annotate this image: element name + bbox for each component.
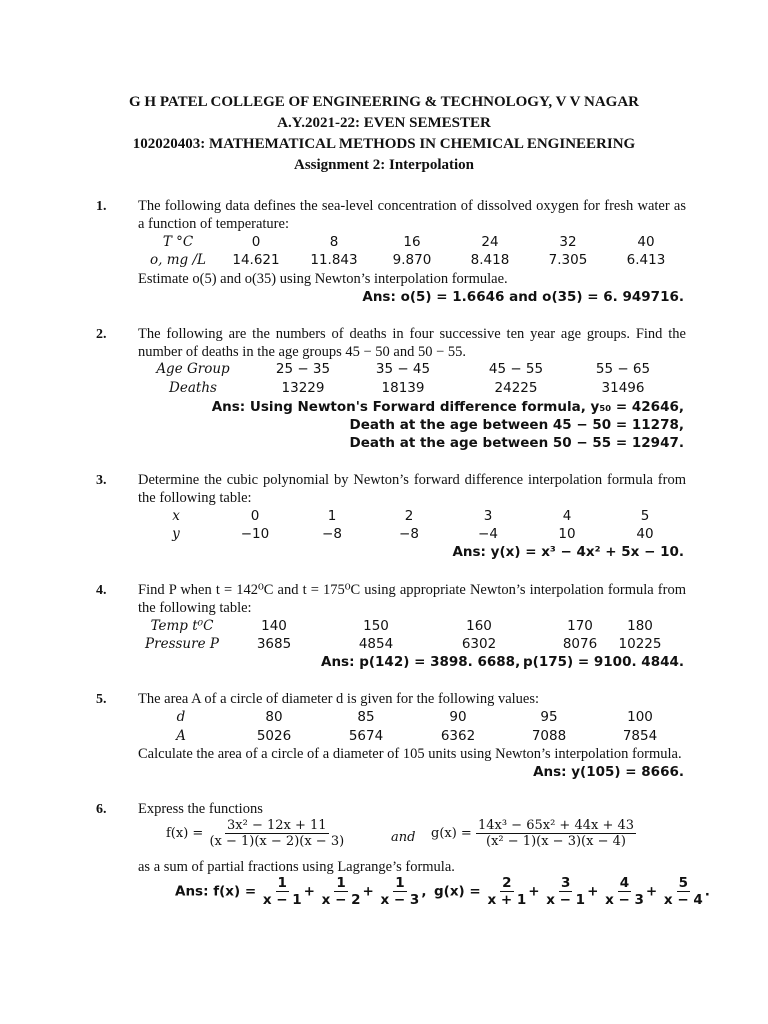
table-cell: 80 — [265, 709, 283, 725]
row-label: Deaths — [169, 380, 217, 396]
g-denominator: (x² − 1)(x − 3)(x − 4) — [486, 834, 626, 849]
table-cell: 1 — [327, 508, 337, 524]
table-row — [138, 252, 686, 270]
assignment-title: Assignment 2: Interpolation — [293, 157, 474, 173]
table-cell: 160 — [466, 618, 492, 634]
table-row — [138, 526, 686, 544]
table-cell: 8 — [329, 234, 339, 250]
table-cell: 85 — [357, 709, 375, 725]
semester-line: A.Y.2021-22: EVEN SEMESTER — [277, 115, 491, 131]
table-row — [138, 709, 686, 727]
answer-fraction — [485, 875, 528, 908]
table-cell: 40 — [636, 526, 654, 542]
table-cell: 5026 — [256, 728, 292, 744]
table-cell: 14.621 — [232, 252, 280, 268]
table-cell: 150 — [363, 618, 389, 634]
table-cell: 6.413 — [626, 252, 666, 268]
fraction-separator: . — [704, 883, 710, 900]
table-cell: 32 — [559, 234, 577, 250]
row-label: x — [172, 508, 180, 524]
question-number: 4. — [96, 583, 107, 598]
answer-fraction — [261, 875, 304, 908]
question-6-text-2: as a sum of partial fractions using Lagrange’s formula. — [138, 859, 455, 875]
table-cell: 24 — [481, 234, 499, 250]
row-label: Pressure P — [145, 636, 219, 652]
fraction-denominator: x + 1 — [487, 892, 527, 908]
table-cell: 0 — [250, 508, 260, 524]
question-1-text: The following data defines the sea-level concentration of dissolved oxygen for fresh water as a function of temperature: — [138, 198, 686, 232]
question-6-answer-g — [434, 875, 710, 908]
table-cell: 170 — [567, 618, 593, 634]
table-cell: 40 — [637, 234, 655, 250]
fraction-numerator: 4 — [619, 875, 630, 891]
question-3-text: Determine the cubic polynomial by Newton’s forward difference interpolation formula from the following table: — [138, 472, 686, 506]
question-5-answer: Ans: y(105) = 8666. — [533, 764, 684, 780]
question-2-answer-line-2: Death at the age between 45 − 50 = 11278, — [349, 417, 684, 433]
table-cell: −8 — [322, 526, 342, 542]
table-cell: −4 — [478, 526, 498, 542]
question-2-text: The following are the numbers of deaths in four successive ten year age groups. Find the number of deaths in the age groups 45 − 50 and 50 − 55. — [138, 326, 686, 360]
table-row — [138, 361, 686, 379]
question-number: 1. — [96, 199, 107, 214]
table-cell: 180 — [627, 618, 653, 634]
answer-fraction — [379, 875, 422, 908]
table-cell: 5 — [640, 508, 650, 524]
table-cell: 35 − 45 — [375, 361, 431, 377]
table-cell: 3 — [483, 508, 493, 524]
table-cell: 24225 — [494, 380, 538, 396]
row-label: T °C — [162, 234, 194, 250]
table-cell: 5674 — [348, 728, 384, 744]
g-lhs: g(x) = — [431, 826, 472, 841]
f-lhs: f(x) = — [166, 826, 204, 841]
fraction-denominator: x − 3 — [605, 892, 644, 908]
question-4-answer-b: p(175) = 9100. 4844. — [523, 654, 684, 670]
row-label: Temp t⁰C — [150, 618, 214, 634]
question-6-text: Express the functions — [138, 801, 263, 817]
fraction-separator: + — [362, 883, 374, 900]
table-cell: 55 − 65 — [595, 361, 651, 377]
answer-fraction — [662, 875, 705, 908]
answer-fraction — [544, 875, 587, 908]
table-cell: 18139 — [381, 380, 425, 396]
table-cell: 100 — [627, 709, 653, 725]
table-row — [138, 618, 686, 636]
table-row — [138, 380, 686, 398]
row-label: d — [176, 709, 186, 725]
question-5-calc: Calculate the area of a circle of a diameter of 105 units using Newton’s interpolation formula. — [138, 746, 682, 762]
question-1-answer: Ans: o(5) = 1.6646 and o(35) = 6. 949716. — [362, 289, 684, 305]
fraction-separator: + — [645, 883, 658, 900]
f-denominator: (x − 1)(x − 2)(x − 3) — [209, 834, 345, 849]
question-3-answer: Ans: y(x) = x³ − 4x² + 5x − 10. — [452, 544, 684, 560]
answer-fraction — [603, 875, 646, 908]
table-cell: 13229 — [281, 380, 325, 396]
f-numerator: 3x² − 12x + 11 — [227, 818, 327, 833]
fraction-denominator: x − 3 — [380, 892, 420, 908]
question-2-answer-line-1: Ans: Using Newton's Forward difference formula, y₅₀ = 42646, — [211, 399, 684, 415]
and-word: and — [391, 830, 416, 845]
ans-g-lhs: g(x) = — [434, 883, 481, 900]
row-label: Age Group — [156, 361, 230, 377]
table-cell: 4854 — [358, 636, 394, 652]
table-cell: 6362 — [440, 728, 476, 744]
question-number: 2. — [96, 327, 107, 342]
table-cell: 10 — [558, 526, 576, 542]
table-cell: 8076 — [562, 636, 598, 652]
question-1-estimate: Estimate o(5) and o(35) using Newton’s interpolation formulae. — [138, 271, 508, 287]
table-cell: 3685 — [256, 636, 292, 652]
table-cell: 95 — [540, 709, 558, 725]
row-label: o, mg /L — [150, 252, 206, 268]
fraction-denominator: x − 2 — [321, 892, 361, 908]
table-cell: 4 — [562, 508, 572, 524]
table-cell: −8 — [399, 526, 419, 542]
table-cell: 140 — [261, 618, 287, 634]
table-cell: 7088 — [531, 728, 567, 744]
question-4-text: Find P when t = 142⁰C and t = 175⁰C using appropriate Newton’s interpolation formula from the following table: — [138, 582, 686, 616]
college-name: G H PATEL COLLEGE OF ENGINEERING & TECHNOLOGY, V V NAGAR — [129, 94, 639, 110]
fraction-numerator: 5 — [678, 875, 689, 891]
fraction-denominator: x − 4 — [663, 892, 703, 908]
fraction-numerator: 3 — [560, 875, 571, 891]
row-label: y — [172, 526, 180, 542]
table-row — [138, 636, 686, 654]
course-title: 102020403: MATHEMATICAL METHODS IN CHEMICAL ENGINEERING — [132, 136, 636, 152]
g-numerator: 14x³ − 65x² + 44x + 43 — [477, 818, 635, 833]
answer-fraction — [320, 875, 363, 908]
question-number: 5. — [96, 692, 107, 707]
f-fraction — [207, 818, 346, 849]
table-cell: 16 — [403, 234, 421, 250]
table-row — [138, 508, 686, 526]
fraction-separator: , — [421, 883, 427, 900]
table-cell: 7.305 — [548, 252, 588, 268]
function-f-expression — [166, 818, 346, 849]
row-label: A — [176, 728, 186, 744]
fraction-separator: + — [587, 883, 599, 900]
question-5-text: The area A of a circle of diameter d is given for the following values: — [138, 691, 540, 707]
table-cell: 2 — [404, 508, 414, 524]
table-row — [138, 234, 686, 252]
table-cell: 90 — [449, 709, 467, 725]
fraction-separator: + — [528, 883, 540, 900]
table-cell: 0 — [251, 234, 261, 250]
g-fraction — [476, 818, 636, 849]
question-number: 3. — [96, 473, 107, 488]
table-cell: 9.870 — [392, 252, 432, 268]
fraction-numerator: 2 — [502, 875, 512, 891]
table-cell: 6302 — [461, 636, 497, 652]
fraction-numerator: 1 — [277, 875, 287, 891]
fraction-denominator: x − 1 — [262, 892, 302, 908]
function-g-expression — [431, 818, 636, 849]
table-cell: 7854 — [622, 728, 658, 744]
fraction-separator: + — [303, 883, 315, 900]
fraction-denominator: x − 1 — [546, 892, 586, 908]
table-cell: 25 − 35 — [275, 361, 331, 377]
question-4-answer-a: Ans: p(142) = 3898. 6688, — [321, 654, 521, 670]
table-cell: 10225 — [618, 636, 662, 652]
table-cell: 31496 — [601, 380, 645, 396]
table-row — [138, 728, 686, 746]
question-2-answer-line-3: Death at the age between 50 − 55 = 12947. — [349, 435, 684, 451]
table-cell: 45 − 55 — [488, 361, 544, 377]
question-6-answer — [175, 875, 426, 908]
table-cell: 11.843 — [310, 252, 358, 268]
fraction-numerator: 1 — [336, 875, 346, 891]
ans-f-lhs: Ans: f(x) = — [175, 883, 257, 900]
table-cell: −10 — [240, 526, 270, 542]
fraction-numerator: 1 — [395, 875, 405, 891]
question-number: 6. — [96, 802, 107, 817]
table-cell: 8.418 — [470, 252, 510, 268]
